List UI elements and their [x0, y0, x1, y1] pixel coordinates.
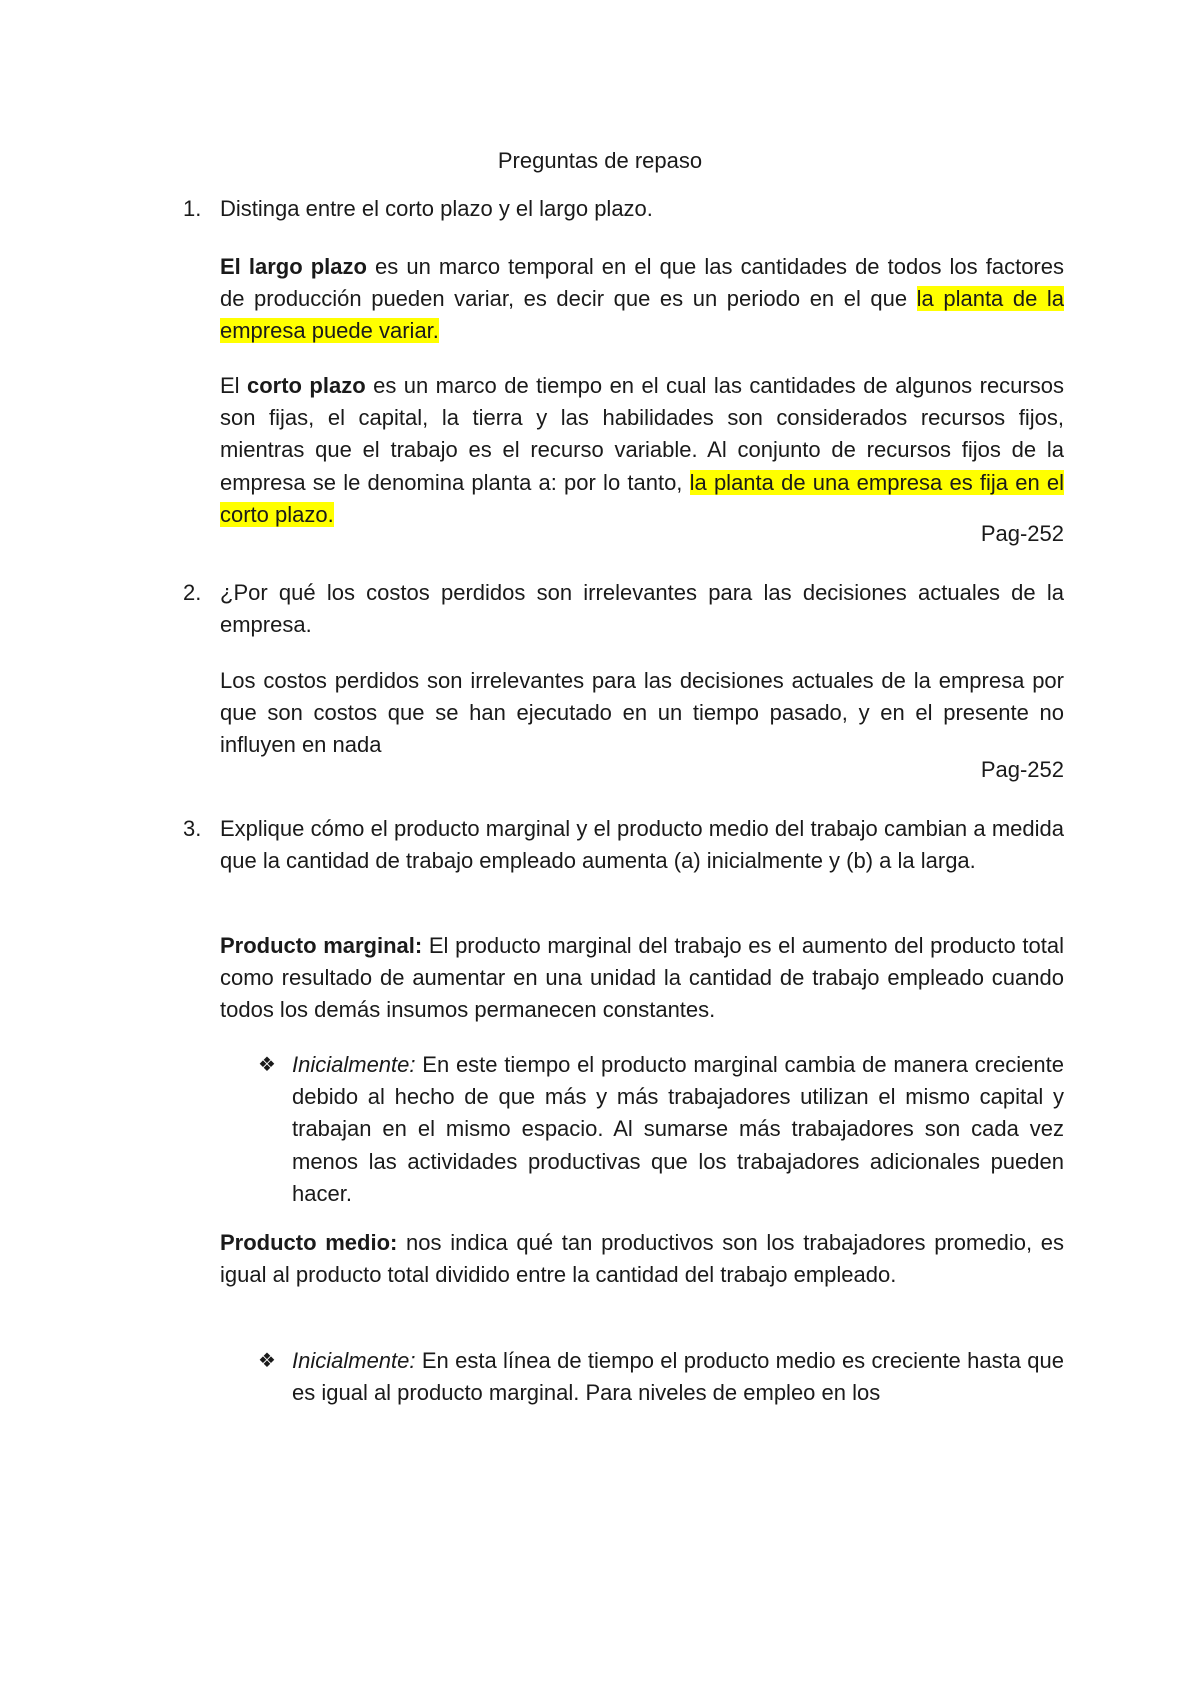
term-corto-plazo: corto plazo [247, 373, 366, 398]
question-1-number: 1. [183, 196, 202, 221]
q3-paragraph-producto-marginal-text: El producto marginal del trabajo es el aumento del producto total como resultado de aumentar en una unidad la cantidad de trabajo empleado cuando todos los demás insumos permanecen constantes. [220, 933, 1064, 1023]
question-3-text: Explique cómo el producto marginal y el producto medio del trabajo cambian a medida que la cantidad de trabajo empleado aumenta (a) inicialmente y (b) a la larga. [220, 816, 1064, 874]
question-1-text: Distinga entre el corto plazo y el largo plazo. [220, 196, 653, 221]
bullet-medio-inicialmente [292, 1345, 1064, 1409]
q1-page-reference: Pag-252 [980, 521, 1064, 546]
q1-paragraph-corto-plazo-text: es un marco de tiempo en el cual las cantidades de algunos recursos son fijas, el capital, la tierra y las habilidades son considerados recursos fijos, mientras que el trabajo es el recurso variable. Al conjunto de recursos fijos de la empresa se le denomina planta a: por lo tanto, [220, 373, 1064, 495]
highlight-largo-plazo: la planta de la empresa puede variar. [220, 286, 1064, 344]
bullet-marginal-label: Inicialmente: [292, 1052, 416, 1077]
bullet-medio-text: En esta línea de tiempo el producto medio es creciente hasta que es igual al producto marginal. Para niveles de empleo en los [292, 1348, 1064, 1406]
q1-paragraph-largo-plazo [220, 251, 1064, 348]
question-3-number: 3. [183, 816, 202, 841]
bullet-medio-label: Inicialmente: [292, 1348, 416, 1373]
page-title: Preguntas de repaso [497, 148, 703, 173]
term-producto-medio: Producto medio: [220, 1230, 398, 1255]
q3-paragraph-producto-marginal [220, 930, 1064, 1027]
q3-paragraph-producto-medio-text: nos indica qué tan productivos son los trabajadores promedio, es igual al producto total dividido entre la cantidad del trabajo empleado. [220, 1230, 1064, 1288]
question-2-number: 2. [183, 580, 202, 605]
q1-paragraph-corto-plazo-pre: El [220, 373, 247, 398]
q2-answer: Los costos perdidos son irrelevantes para las decisiones actuales de la empresa por que son costos que se han ejecutado en un tiempo pasado, y en el presente no influyen en nada [220, 668, 1064, 758]
bullet-marginal-text: En este tiempo el producto marginal cambia de manera creciente debido al hecho de que más y más trabajadores utilizan el mismo capital y trabajan en el mismo espacio. Al sumarse más trabajadores son cada vez menos las actividades productivas que los trabajadores adicionales pueden hacer. [292, 1052, 1064, 1206]
diamond-bullet-icon: ❖ [258, 1350, 276, 1372]
q3-paragraph-producto-medio [220, 1227, 1064, 1291]
q1-paragraph-largo-plazo-text: es un marco temporal en el que las cantidades de todos los factores de producción pueden variar, es decir que es un periodo en el que [220, 254, 1064, 312]
highlight-corto-plazo: la planta de una empresa es fija en el corto plazo. [220, 469, 1065, 527]
q1-paragraph-corto-plazo [220, 370, 1064, 531]
bullet-marginal-inicialmente [292, 1049, 1064, 1210]
term-largo-plazo: El largo plazo [220, 254, 367, 279]
diamond-bullet-icon: ❖ [258, 1054, 276, 1076]
term-producto-marginal: Producto marginal: [220, 933, 423, 958]
q2-page-reference: Pag-252 [980, 757, 1064, 782]
question-2-text: ¿Por qué los costos perdidos son irrelevantes para las decisiones actuales de la empresa. [220, 580, 1064, 638]
